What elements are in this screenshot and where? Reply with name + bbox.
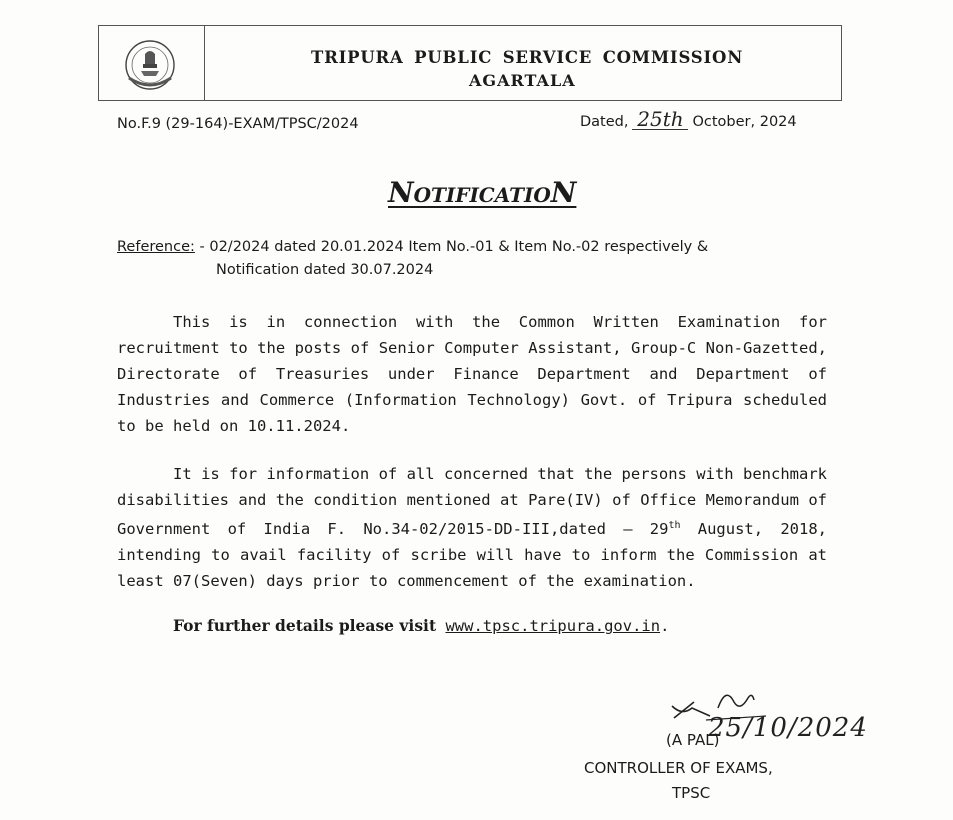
paragraph-2-text-a: It is for information of all concerned that the persons with benchmark disabilities and the condition mentioned at Pare(IV) of Office Memorandum of Government of India F. No.34-02/2015-DD-III,dated – 29 — [117, 465, 827, 539]
date-line — [580, 109, 797, 130]
signatory-name: (A PAL) — [666, 731, 720, 749]
paragraph-1-text: This is in connection with the Common Written Examination for recruitment to the posts of Senior Computer Assistant, Group-C Non-Gazetted, Directorate of Treasuries under Finance Department and Department of Industries and Commerce (Information Technology) Govt. of Tripura scheduled to be held on 10.11.2024. — [117, 313, 827, 435]
org-name: TRIPURA PUBLIC SERVICE COMMISSION — [311, 48, 744, 67]
dated-month-year: October, 2024 — [692, 114, 797, 130]
signatory-designation: CONTROLLER OF EXAMS, — [584, 759, 773, 777]
further-details-label: For further details please visit — [173, 616, 437, 635]
page-title: NotificatioN — [388, 176, 577, 209]
paragraph-2-text-b: August, 2018, intending to avail facility of scribe will have to inform the Commission at least 07(Seven) days prior to commencement of the examination. — [117, 520, 827, 591]
further-details — [173, 616, 669, 635]
reference-line-2: Notification dated 30.07.2024 — [216, 262, 434, 278]
further-details-end: . — [660, 617, 670, 635]
org-city: AGARTALA — [469, 71, 576, 90]
dated-label: Dated, — [580, 114, 629, 130]
letterhead — [98, 25, 842, 101]
emblem-seal-icon — [115, 38, 185, 92]
logo-cell — [99, 26, 205, 100]
website-link[interactable]: www.tpsc.tripura.gov.in — [445, 617, 661, 635]
reference-line-1: - 02/2024 dated 20.01.2024 Item No.-01 & Item No.-02 respectively & — [194, 239, 709, 255]
reference-number: No.F.9 (29-164)-EXAM/TPSC/2024 — [117, 116, 359, 132]
reference-label: Reference: — [117, 239, 195, 255]
reference-block — [117, 236, 817, 282]
paragraph-2 — [117, 461, 827, 594]
paragraph-2-superscript: th — [668, 520, 681, 531]
dated-day-handwritten: 25th — [632, 109, 688, 130]
signature-handwritten-date: 25/10/2024 — [708, 713, 868, 743]
paragraph-1 — [117, 309, 827, 439]
signatory-office: TPSC — [672, 784, 711, 802]
